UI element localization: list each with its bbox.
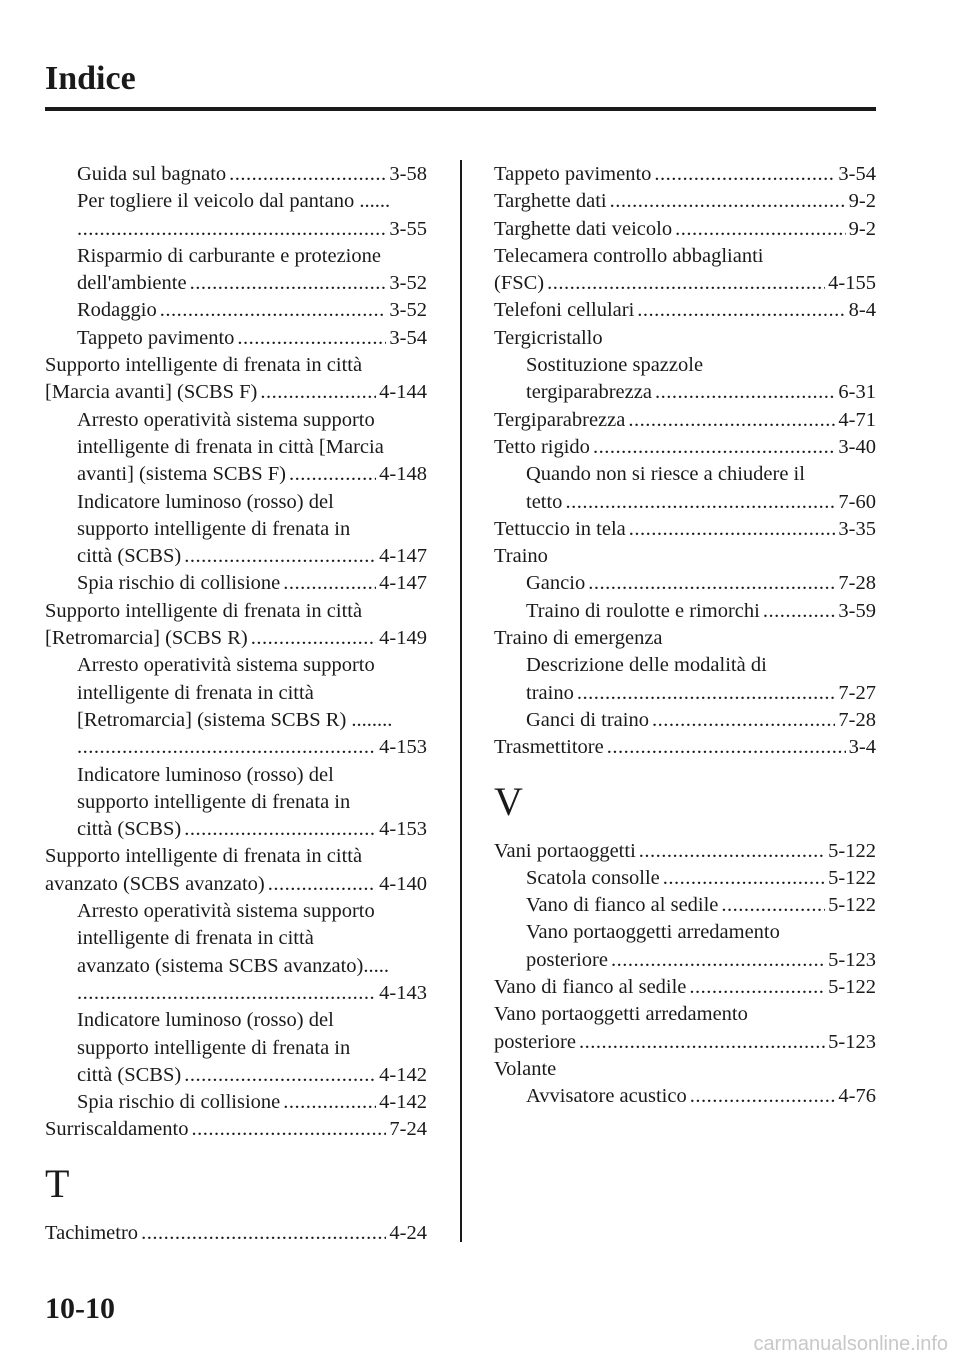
entry-text: [Retromarcia] (SCBS R)	[45, 627, 248, 650]
index-entry	[45, 543, 427, 570]
entry-page: 4-142	[379, 1063, 427, 1086]
index-entry	[494, 598, 876, 625]
entry-text: Spia rischio di collisione	[77, 572, 281, 595]
leader-dots	[77, 216, 386, 243]
section-letter: T	[45, 1160, 70, 1206]
leader-dots	[547, 270, 825, 297]
entry-page: 3-58	[389, 163, 427, 185]
leader-dots	[283, 570, 376, 597]
entry-page: 8-4	[848, 299, 876, 322]
entry-text: Vani portaoggetti	[494, 839, 636, 862]
entry-page: 5-123	[828, 1030, 876, 1053]
entry-text: Tetto rigido	[494, 435, 590, 458]
entry-line: intelligente di frenata in città [Marcia	[77, 435, 384, 458]
leader-dots	[268, 871, 376, 898]
entry-text: traino	[526, 681, 574, 704]
entry-page: 5-122	[828, 976, 876, 999]
leader-dots	[593, 434, 835, 461]
entry-page: 5-122	[828, 866, 876, 889]
entry-text: Vano di fianco al sedile	[494, 976, 687, 999]
index-entry	[45, 1089, 427, 1116]
entry-line: Descrizione delle modalità di	[526, 654, 767, 677]
entry-line: Vano portaoggetti arredamento	[494, 1003, 748, 1026]
entry-text: tetto	[526, 490, 563, 513]
leader-dots	[77, 734, 376, 761]
entry-line: avanzato (sistema SCBS avanzato).....	[77, 954, 389, 977]
entry-line: Sostituzione spazzole	[526, 354, 704, 377]
index-entry	[45, 297, 427, 324]
entry-line: Volante	[494, 1057, 557, 1080]
entry-line: Traino di emergenza	[494, 627, 663, 650]
page-title: Indice	[45, 60, 136, 97]
leader-dots	[690, 1083, 836, 1110]
index-entry	[494, 489, 876, 516]
entry-text: Ganci di traino	[526, 708, 649, 731]
entry-line: supporto intelligente di frenata in	[77, 1036, 351, 1059]
leader-dots	[652, 707, 835, 734]
section-letter: V	[494, 778, 523, 824]
entry-line: [Retromarcia] (sistema SCBS R) ........	[77, 708, 393, 731]
entry-page: 7-24	[389, 1118, 427, 1141]
leader-dots	[610, 188, 846, 215]
entry-line: Arresto operatività sistema supporto	[77, 900, 375, 923]
index-entry	[494, 707, 876, 734]
entry-line: Vano portaoggetti arredamento	[526, 921, 780, 944]
entry-page: 7-60	[838, 490, 876, 513]
leader-dots	[655, 379, 835, 406]
entry-page: 3-52	[389, 272, 427, 295]
leader-dots	[588, 570, 835, 597]
entry-page: 4-76	[838, 1085, 876, 1108]
entry-text: avanzato (SCBS avanzato)	[45, 872, 265, 895]
entry-text: Scatola consolle	[526, 866, 660, 889]
leader-dots	[191, 1116, 386, 1143]
index-entry	[494, 1029, 876, 1056]
entry-line: Arresto operatività sistema supporto	[77, 408, 375, 431]
entry-page: 4-155	[828, 272, 876, 295]
index-column-right	[494, 161, 876, 1111]
entry-page: 7-28	[838, 572, 876, 595]
index-entry	[494, 516, 876, 543]
index-entry	[494, 865, 876, 892]
index-entry	[494, 434, 876, 461]
entry-page: 9-2	[848, 217, 876, 240]
entry-page: 5-123	[828, 948, 876, 971]
column-divider	[460, 160, 462, 1242]
index-entry	[45, 570, 427, 597]
index-entry	[45, 270, 427, 297]
leader-dots	[607, 734, 846, 761]
leader-dots	[579, 1029, 825, 1056]
entry-line: intelligente di frenata in città	[77, 927, 314, 950]
entry-text: Tappeto pavimento	[494, 163, 652, 185]
leader-dots	[237, 325, 386, 352]
entry-page: 3-55	[389, 217, 427, 240]
entry-text: posteriore	[494, 1030, 576, 1053]
entry-line: supporto intelligente di frenata in	[77, 790, 351, 813]
entry-text: avanti] (sistema SCBS F)	[77, 463, 286, 486]
entry-page: 7-27	[838, 681, 876, 704]
leader-dots	[160, 297, 387, 324]
leader-dots	[611, 947, 825, 974]
entry-text: dell'ambiente	[77, 272, 187, 295]
entry-page: 4-140	[379, 872, 427, 895]
entry-text: Trasmettitore	[494, 736, 604, 759]
leader-dots	[565, 489, 835, 516]
leader-dots	[184, 1062, 376, 1089]
entry-text: Vano di fianco al sedile	[526, 894, 719, 917]
entry-page: 9-2	[848, 190, 876, 213]
index-entry	[494, 1083, 876, 1110]
entry-text: [Marcia avanti] (SCBS F)	[45, 381, 258, 404]
entry-page: 4-144	[379, 381, 427, 404]
index-entry	[45, 871, 427, 898]
entry-page: 4-142	[379, 1091, 427, 1114]
index-entry	[45, 379, 427, 406]
entry-text: posteriore	[526, 948, 608, 971]
leader-dots	[637, 297, 845, 324]
leader-dots	[689, 974, 825, 1001]
entry-line: Per togliere il veicolo dal pantano ......	[77, 190, 391, 213]
leader-dots	[289, 461, 376, 488]
index-entry	[494, 379, 876, 406]
leader-dots	[654, 161, 835, 188]
index-entry	[45, 1220, 427, 1247]
index-entry	[494, 270, 876, 297]
entry-line: Traino	[494, 545, 548, 568]
entry-line: Risparmio di carburante e protezione	[77, 244, 381, 267]
index-entry	[494, 570, 876, 597]
leader-dots	[721, 892, 825, 919]
entry-text: Surriscaldamento	[45, 1118, 189, 1141]
entry-page: 4-149	[379, 627, 427, 650]
entry-page: 4-147	[379, 572, 427, 595]
leader-dots	[229, 161, 386, 188]
entry-line: supporto intelligente di frenata in	[77, 517, 351, 540]
index-entry	[45, 1116, 427, 1143]
entry-text: Avvisatore acustico	[526, 1085, 687, 1108]
entry-text: Targhette dati veicolo	[494, 217, 673, 240]
index-entry	[494, 838, 876, 865]
leader-dots	[184, 816, 376, 843]
entry-text: Guida sul bagnato	[77, 163, 227, 185]
entry-page: 6-31	[838, 381, 876, 404]
page-number: 10-10	[45, 1292, 115, 1325]
entry-line: Indicatore luminoso (rosso) del	[77, 490, 334, 513]
entry-line: Indicatore luminoso (rosso) del	[77, 763, 334, 786]
index-entry	[45, 980, 427, 1007]
leader-dots	[628, 407, 835, 434]
index-entry	[494, 947, 876, 974]
leader-dots	[251, 625, 376, 652]
entry-text: Tappeto pavimento	[77, 326, 235, 349]
header-rule	[45, 107, 876, 111]
entry-text: Rodaggio	[77, 299, 157, 322]
entry-line: Supporto intelligente di frenata in città	[45, 354, 363, 377]
entry-line: Indicatore luminoso (rosso) del	[77, 1009, 334, 1032]
index-entry	[45, 1062, 427, 1089]
index-entry	[45, 161, 427, 188]
entry-line: intelligente di frenata in città	[77, 681, 314, 704]
index-entry	[45, 734, 427, 761]
entry-text: (FSC)	[494, 272, 545, 295]
entry-text: Traino di roulotte e rimorchi	[526, 599, 760, 622]
watermark-text: carmanualsonline.info	[753, 1333, 948, 1355]
leader-dots	[77, 980, 376, 1007]
entry-page: 4-71	[838, 408, 876, 431]
entry-text: Tachimetro	[45, 1221, 139, 1244]
entry-text: Targhette dati	[494, 190, 607, 213]
index-entry	[494, 161, 876, 188]
index-entry	[494, 216, 876, 243]
index-entry	[45, 325, 427, 352]
entry-page: 3-54	[389, 326, 427, 349]
index-entry	[494, 188, 876, 215]
entry-line: Arresto operatività sistema supporto	[77, 654, 375, 677]
entry-page: 4-153	[379, 736, 427, 759]
entry-line: Quando non si riesce a chiudere il	[526, 463, 805, 486]
leader-dots	[763, 598, 836, 625]
leader-dots	[577, 680, 836, 707]
entry-page: 3-54	[838, 163, 876, 185]
leader-dots	[675, 216, 846, 243]
leader-dots	[639, 838, 825, 865]
leader-dots	[283, 1089, 376, 1116]
entry-text: Gancio	[526, 572, 586, 595]
entry-page: 4-153	[379, 818, 427, 841]
entry-text: Tergiparabrezza	[494, 408, 626, 431]
entry-line: Supporto intelligente di frenata in città	[45, 599, 363, 622]
leader-dots	[141, 1220, 386, 1247]
index-entry	[494, 734, 876, 761]
index-entry	[45, 216, 427, 243]
index-entry	[494, 297, 876, 324]
entry-page: 3-4	[848, 736, 876, 759]
entry-text: Telefoni cellulari	[494, 299, 635, 322]
entry-line: Telecamera controllo abbaglianti	[494, 244, 764, 267]
entry-text: Tettuccio in tela	[494, 517, 626, 540]
index-column-left	[45, 161, 427, 1247]
index-entry	[494, 892, 876, 919]
entry-page: 5-122	[828, 894, 876, 917]
index-entry	[45, 625, 427, 652]
index-entry	[45, 816, 427, 843]
leader-dots	[190, 270, 387, 297]
entry-line: Supporto intelligente di frenata in città	[45, 845, 363, 868]
index-entry	[494, 680, 876, 707]
entry-text: Spia rischio di collisione	[77, 1091, 281, 1114]
leader-dots	[629, 516, 836, 543]
entry-page: 4-143	[379, 981, 427, 1004]
entry-page: 4-24	[389, 1221, 427, 1244]
entry-page: 5-122	[828, 839, 876, 862]
index-entry	[494, 974, 876, 1001]
entry-page: 4-148	[379, 463, 427, 486]
entry-text: città (SCBS)	[77, 818, 182, 841]
leader-dots	[663, 865, 825, 892]
index-entry	[494, 407, 876, 434]
entry-text: città (SCBS)	[77, 1063, 182, 1086]
entry-page: 3-35	[838, 517, 876, 540]
entry-line: Tergicristallo	[494, 326, 603, 349]
entry-page: 3-52	[389, 299, 427, 322]
entry-text: città (SCBS)	[77, 545, 182, 568]
index-entry	[45, 461, 427, 488]
entry-page: 7-28	[838, 708, 876, 731]
entry-page: 3-59	[838, 599, 876, 622]
entry-text: tergiparabrezza	[526, 381, 652, 404]
leader-dots	[184, 543, 376, 570]
entry-page: 4-147	[379, 545, 427, 568]
leader-dots	[260, 379, 376, 406]
entry-page: 3-40	[838, 435, 876, 458]
